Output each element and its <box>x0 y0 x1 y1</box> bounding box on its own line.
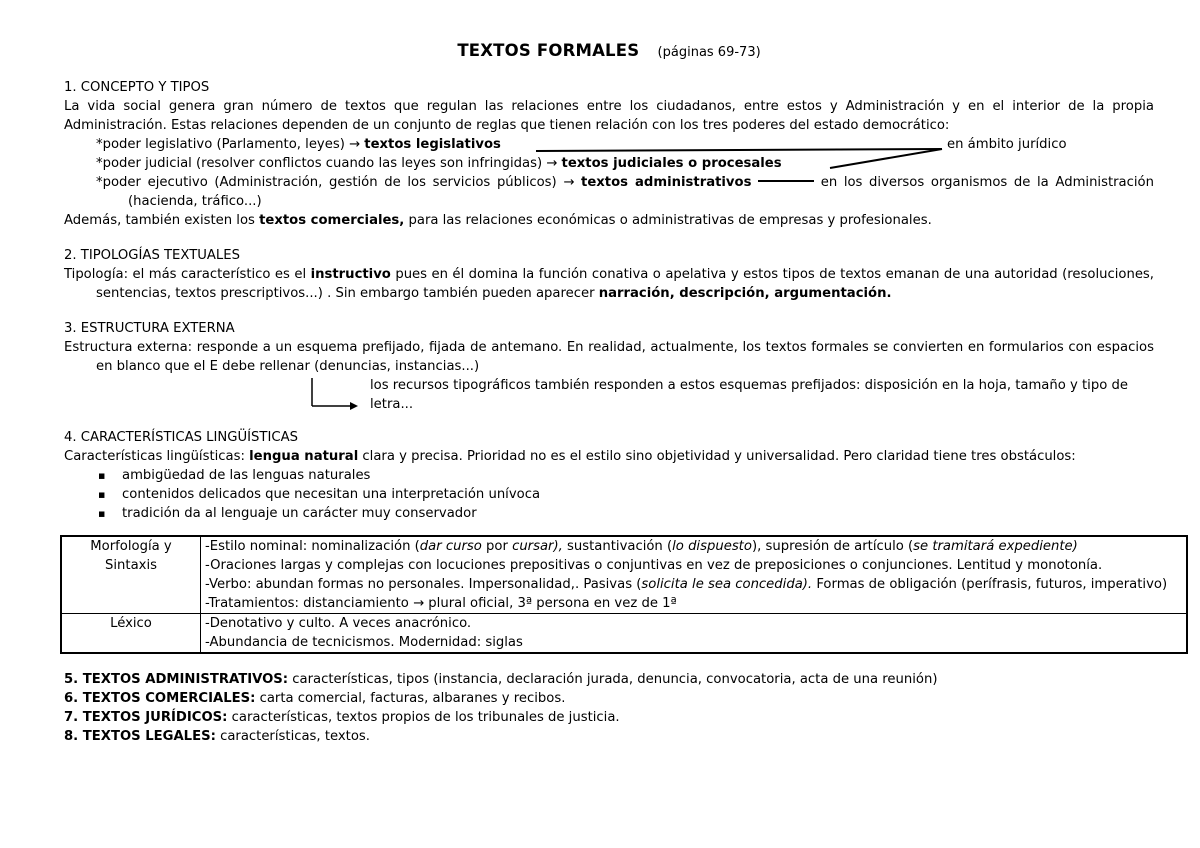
features-table <box>60 535 1188 654</box>
t-text: -Estilo nominal: nominalización ( <box>205 539 420 554</box>
sections-5-8 <box>64 670 1154 746</box>
s8-bold: 8. TEXTOS LEGALES: <box>64 729 216 744</box>
document-page <box>64 36 1168 746</box>
s7-text: características, textos propios de los tribunales de justicia. <box>227 710 620 725</box>
list-item: ▪ ambigüedad de las lenguas naturales <box>98 466 1154 485</box>
ambito-juridico-label: en ámbito jurídico <box>947 137 1067 152</box>
table-line <box>205 575 1182 594</box>
table-line: -Denotativo y culto. A veces anacrónico. <box>205 616 472 631</box>
t-text: ), supresión de artículo ( <box>751 539 914 554</box>
t-italic: dar curso <box>419 539 482 554</box>
table-cell-category: Léxico <box>61 614 201 654</box>
t-italic: cursar), <box>512 539 563 554</box>
document-title: TEXTOS FORMALES <box>457 41 640 60</box>
t-text: por <box>481 539 513 554</box>
bracket-lines <box>64 135 964 175</box>
table-line <box>205 537 1182 556</box>
power-executive-tail: en los diversos organismos de la Administración (hacienda, tráfico...) <box>128 175 1154 209</box>
t-italic: lo dispuesto <box>672 539 752 554</box>
table-row <box>61 536 1187 614</box>
power-executive-bold: textos administrativos <box>581 175 752 190</box>
commercial-bold: textos comerciales, <box>259 213 405 228</box>
section-3-heading: 3. ESTRUCTURA EXTERNA <box>64 321 235 336</box>
table-cell-category: Morfología y Sintaxis <box>61 536 201 614</box>
s6-text: carta comercial, facturas, albaranes y recibos. <box>255 691 566 706</box>
section-2-heading: 2. TIPOLOGÍAS TEXTUALES <box>64 248 240 263</box>
s6-bold: 6. TEXTOS COMERCIALES: <box>64 691 256 706</box>
t-text: sustantivación ( <box>562 539 673 554</box>
s5-text: características, tipos (instancia, declaración jurada, denuncia, convocatoria, acta de una reunión) <box>288 672 938 687</box>
section-2-paragraph <box>64 265 1154 303</box>
list-item: ▪ tradición da al lenguaje un carácter muy conservador <box>98 504 1154 523</box>
title-row <box>64 36 1154 66</box>
s7-bold: 7. TEXTOS JURÍDICOS: <box>64 710 228 725</box>
s4-text-c: clara y precisa. Prioridad no es el estilo sino objetividad y universalidad. Pero claridad tiene tres obstáculos: <box>358 449 1076 464</box>
t-text: Formas de obligación (perífrasis, futuros, imperativo) <box>812 577 1168 592</box>
s2-text-a: Tipología: el más característico es el <box>64 267 311 282</box>
section-4-heading: 4. CARACTERÍSTICAS LINGÜÍSTICAS <box>64 430 298 445</box>
s2-text-c: pues en él domina la función conativa o apelativa y estos tipos de textos emanan de una autoridad (resoluciones, sentencias, textos prescriptivos...) . Sin embargo también pueden aparecer <box>96 267 1154 301</box>
s2-bold-modes: narración, descripción, argumentación. <box>598 286 892 301</box>
table-row <box>61 614 1187 654</box>
executive-underline <box>758 180 814 182</box>
list-item: ▪ contenidos delicados que necesitan una interpretación unívoca <box>98 485 1154 504</box>
power-executive <box>64 173 1154 211</box>
section-1-heading: 1. CONCEPTO Y TIPOS <box>64 80 210 95</box>
s5-bold: 5. TEXTOS ADMINISTRATIVOS: <box>64 672 289 687</box>
s4-text-a: Características lingüísticas: <box>64 449 250 464</box>
section-5-line <box>64 670 1154 689</box>
power-legislative-text: *poder legislativo (Parlamento, leyes) → <box>96 137 365 152</box>
t-italic: solicita le sea concedida). <box>641 577 813 592</box>
corner-arrow-icon <box>310 378 370 418</box>
section-3-paragraph: Estructura externa: responde a un esquema prefijado, fijada de antemano. En realidad, actualmente, los textos formales se convierten en formularios con espacios en blanco que el E debe rellenar (denuncias, instancias...) <box>64 340 1154 374</box>
power-legislative-bold: textos legislativos <box>364 137 501 152</box>
table-line: -Oraciones largas y complejas con locuciones prepositivas o conjuntivas en vez de preposiciones o conjunciones. Lentitud y monotonía. <box>205 558 1103 573</box>
title-pages: (páginas 69-73) <box>657 45 761 60</box>
commercial-text-c: para las relaciones económicas o administrativas de empresas y profesionales. <box>404 213 932 228</box>
s4-bold: lengua natural <box>249 449 359 464</box>
section-1-commercial <box>64 211 1154 230</box>
table-line: -Tratamientos: distanciamiento → plural oficial, 3ª persona en vez de 1ª <box>205 596 677 611</box>
table-line: -Abundancia de tecnicismos. Modernidad: siglas <box>205 635 523 650</box>
section-8-line <box>64 727 1154 746</box>
section-3-note-block <box>64 376 1154 416</box>
section-4-paragraph <box>64 447 1154 466</box>
section-1-paragraph: La vida social genera gran número de textos que regulan las relaciones entre los ciudadanos, entre estos y Administración y en el interior de la propia Administración. Estas relaciones dependen de un conjunto de reglas que tienen relación con los tres poderes del estado democrático: <box>64 99 1154 133</box>
s2-bold-instructivo: instructivo <box>310 267 391 282</box>
power-judicial-text: *poder judicial (resolver conflictos cuando las leyes son infringidas) → <box>96 156 562 171</box>
section-6-line <box>64 689 1154 708</box>
commercial-text-a: Además, también existen los <box>64 213 260 228</box>
section-3-note: los recursos tipográficos también responden a estos esquemas prefijados: disposición en la hoja, tamaño y tipo de letra... <box>370 378 1128 412</box>
power-judicial-bold: textos judiciales o procesales <box>561 156 782 171</box>
t-italic: se tramitará expediente) <box>913 539 1078 554</box>
t-text: -Verbo: abundan formas no personales. Impersonalidad,. Pasivas ( <box>205 577 642 592</box>
table-cell-content <box>201 536 1188 614</box>
powers-block <box>64 135 1154 211</box>
obstacles-list <box>64 466 1154 523</box>
s8-text: características, textos. <box>215 729 370 744</box>
power-executive-text: *poder ejecutivo (Administración, gestión de los servicios públicos) → <box>96 175 582 190</box>
section-7-line <box>64 708 1154 727</box>
table-cell-content <box>201 614 1188 654</box>
